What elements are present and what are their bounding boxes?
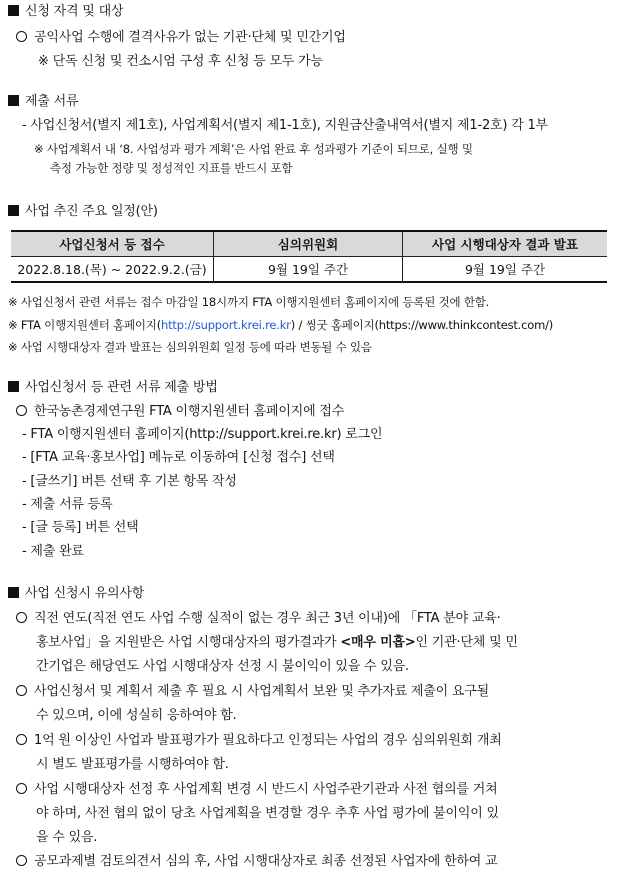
circle-bullet-icon [16, 855, 27, 866]
schedule-data-row [11, 257, 607, 283]
square-bullet-icon [8, 381, 19, 392]
documents-list: - 사업신청서(별지 제1호), 사업계획서(별지 제1-1호), 지원금산출내역서(별지 제1-2호) 각 1부 [22, 118, 548, 133]
precaution-4-line2: 야 하며, 사전 협의 없이 당초 사업계획을 변경할 경우 추후 사업 평가에 불이익이 있 [36, 806, 499, 821]
schedule-header-row [11, 231, 607, 257]
submission-step: - 제출 서류 등록 [22, 497, 113, 512]
circle-bullet-icon [16, 734, 27, 745]
support-site-link[interactable]: http://support.krei.re.kr [161, 318, 291, 332]
precaution-2-line1: 사업신청서 및 계획서 제출 후 필요 시 사업계획서 보완 및 추가자료 제출이 요구될 [16, 682, 489, 702]
section-heading-documents: 제출 서류 [8, 92, 78, 112]
schedule-note-change: ※ 사업 시행대상자 결과 발표는 심의위원회 일정 등에 따라 변동될 수 있음 [8, 340, 372, 354]
documents-note-line1: ※ 사업계획서 내 ‘8. 사업성과 평가 계획’은 사업 완료 후 성과평가 기준이 되므로, 실행 및 [34, 142, 473, 156]
circle-bullet-icon [16, 685, 27, 696]
submission-item: 한국농촌경제연구원 FTA 이행지원센터 홈페이지에 접수 [16, 402, 344, 422]
section-heading-eligibility: 신청 자격 및 대상 [8, 2, 123, 22]
cell-application-period: 2022.8.18.(목) ~ 2022.9.2.(금) [11, 257, 214, 283]
documents-note-line2: 측정 가능한 정량 및 정성적인 지표를 반드시 포함 [50, 161, 293, 175]
square-bullet-icon [8, 587, 19, 598]
precaution-5-line1: 공모과제별 검토의견서 심의 후, 사업 시행대상자로 최종 선정된 사업자에 한하여 교 [16, 852, 497, 872]
submission-step: - [글 등록] 버튼 선택 [22, 520, 139, 535]
section-heading-submission: 사업신청서 등 관련 서류 제출 방법 [8, 378, 218, 398]
square-bullet-icon [8, 95, 19, 106]
precaution-1-line3: 간기업은 해당연도 사업 시행대상자 선정 시 불이익이 있을 수 있음. [36, 659, 409, 674]
schedule-note-deadline: ※ 사업신청서 관련 서류는 접수 마감일 18시까지 FTA 이행지원센터 홈페이지에 등록된 것에 한함. [8, 295, 490, 309]
section-heading-precautions: 사업 신청시 유의사항 [8, 584, 144, 604]
schedule-note-websites: ※ FTA 이행지원센터 홈페이지(http://support.krei.re.kr) / 씽굿 홈페이지(https://www.thinkcontest.com/) [8, 318, 554, 332]
cell-committee-date: 9월 19일 주간 [214, 257, 403, 283]
submission-step: - [FTA 교육·홍보사업] 메뉴로 이동하여 [신청 접수] 선택 [22, 450, 335, 465]
submission-step: - [글쓰기] 버튼 선택 후 기본 항목 작성 [22, 474, 237, 489]
square-bullet-icon [8, 5, 19, 16]
circle-bullet-icon [16, 405, 27, 416]
precaution-4-line3: 을 수 있음. [36, 830, 98, 845]
schedule-table [11, 230, 607, 283]
submission-step: - FTA 이행지원센터 홈페이지(http://support.krei.re.kr) 로그인 [22, 427, 383, 442]
eligibility-note: ※ 단독 신청 및 컨소시엄 구성 후 신청 등 모두 가능 [38, 54, 323, 69]
circle-bullet-icon [16, 31, 27, 42]
eligibility-item: 공익사업 수행에 결격사유가 없는 기관·단체 및 민간기업 [16, 28, 346, 48]
submission-step: - 제출 완료 [22, 544, 84, 559]
precaution-1-line1: 직전 연도(직전 연도 사업 수행 실적이 없는 경우 최근 3년 이내)에 「FTA 분야 교육· [16, 609, 501, 629]
section-heading-schedule: 사업 추진 주요 일정(안) [8, 202, 158, 222]
cell-announcement-date: 9월 19일 주간 [403, 257, 608, 283]
square-bullet-icon [8, 205, 19, 216]
header-committee: 심의위원회 [214, 231, 403, 257]
precaution-3-line1: 1억 원 이상인 사업과 발표평가가 필요하다고 인정되는 사업의 경우 심의위원회 개최 [16, 731, 502, 751]
precaution-4-line1: 사업 시행대상자 선정 후 사업계획 변경 시 반드시 사업주관기관과 사전 협의를 거쳐 [16, 780, 497, 800]
header-announcement: 사업 시행대상자 결과 발표 [403, 231, 608, 257]
circle-bullet-icon [16, 783, 27, 794]
precaution-3-line2: 시 별도 발표평가를 시행하여야 함. [36, 757, 229, 772]
precaution-2-line2: 수 있으며, 이에 성실히 응하여야 함. [36, 708, 237, 723]
precaution-1-line2: 홍보사업」을 지원받은 사업 시행대상자의 평가결과가 <매우 미흡>인 기관·단체 및 민 [36, 635, 518, 650]
circle-bullet-icon [16, 612, 27, 623]
header-application: 사업신청서 등 접수 [11, 231, 214, 257]
